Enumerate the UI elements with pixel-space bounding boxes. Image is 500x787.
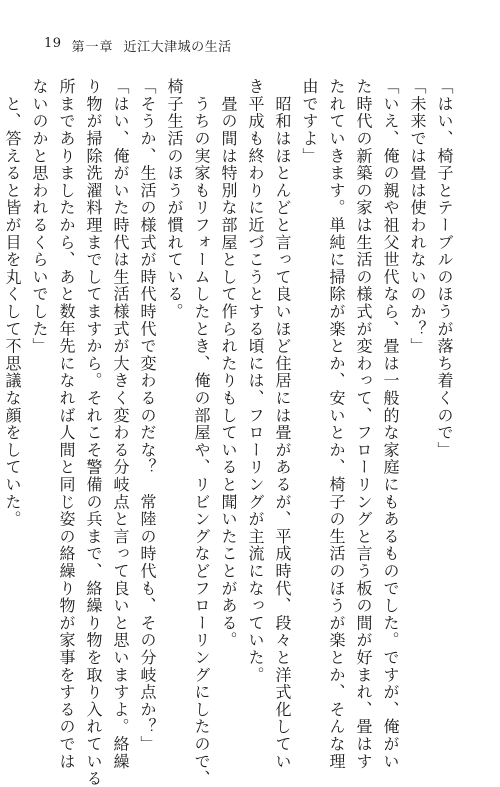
text-line: 由ですよ」 (300, 78, 319, 165)
page-number: 19 (44, 36, 62, 51)
vertical-body-text (3, 78, 458, 787)
text-line: 所までありましたから、あと数年先になれば人間と同じ姿の絡繰り物が家事をするのでは (57, 78, 76, 770)
text-line: た時代の新築の家は生活の様式が変わって、フローリングと言う板の間が好まれ、畳はす (354, 78, 373, 770)
text-line: 昭和はほとんどと言って良いほど住居には畳があるが、平成時代、段々と洋式化してい (273, 78, 292, 770)
text-line: 椅子生活のほうが慣れている。 (165, 78, 184, 321)
text-line: 「いえ、俺の親や祖父世代なら、畳は一般的な家庭にもあるものでした。ですが、俺がい (381, 78, 400, 770)
text-line: 畳の間は特別な部屋として作られたりもしていると聞いたことがある。 (219, 78, 238, 649)
text-line: たれていきます。単純に掃除が楽とか、安いとか、椅子の生活のほうが楽とか、そんな理 (327, 78, 346, 770)
text-line: 「そうか、生活の様式が時代時代で変わるのだな？ 常陸の時代も、その分岐点か？」 (138, 78, 157, 753)
running-header (44, 36, 232, 55)
text-line: き平成も終わりに近づこうとする頃には、フローリングが主流になっていた。 (246, 78, 265, 684)
chapter-label: 第一章 (71, 40, 114, 55)
section-title: 近江大津城の生活 (123, 40, 232, 55)
text-line: 「未来では畳は使われないのか？」 (408, 78, 427, 355)
text-line: と、答えると皆が目を丸くして不思議な顔をしていた。 (3, 78, 22, 528)
text-line: うちの実家もリフォームしたとき、俺の部屋や、リビングなどフローリングにしたので、 (192, 78, 211, 787)
text-line: り物が掃除洗濯料理までしてますから。それこそ警備の兵まで、絡繰り物を取り入れている (84, 78, 103, 787)
text-line: 「はい、俺がいた時代は生活様式が大きく変わる分岐点と言って良いと思いますよ。絡繰 (111, 78, 130, 770)
text-line: ないのかと思われるくらいでした」 (30, 78, 49, 355)
text-line: 「はい、椅子とテーブルのほうが落ち着くので」 (435, 78, 454, 459)
